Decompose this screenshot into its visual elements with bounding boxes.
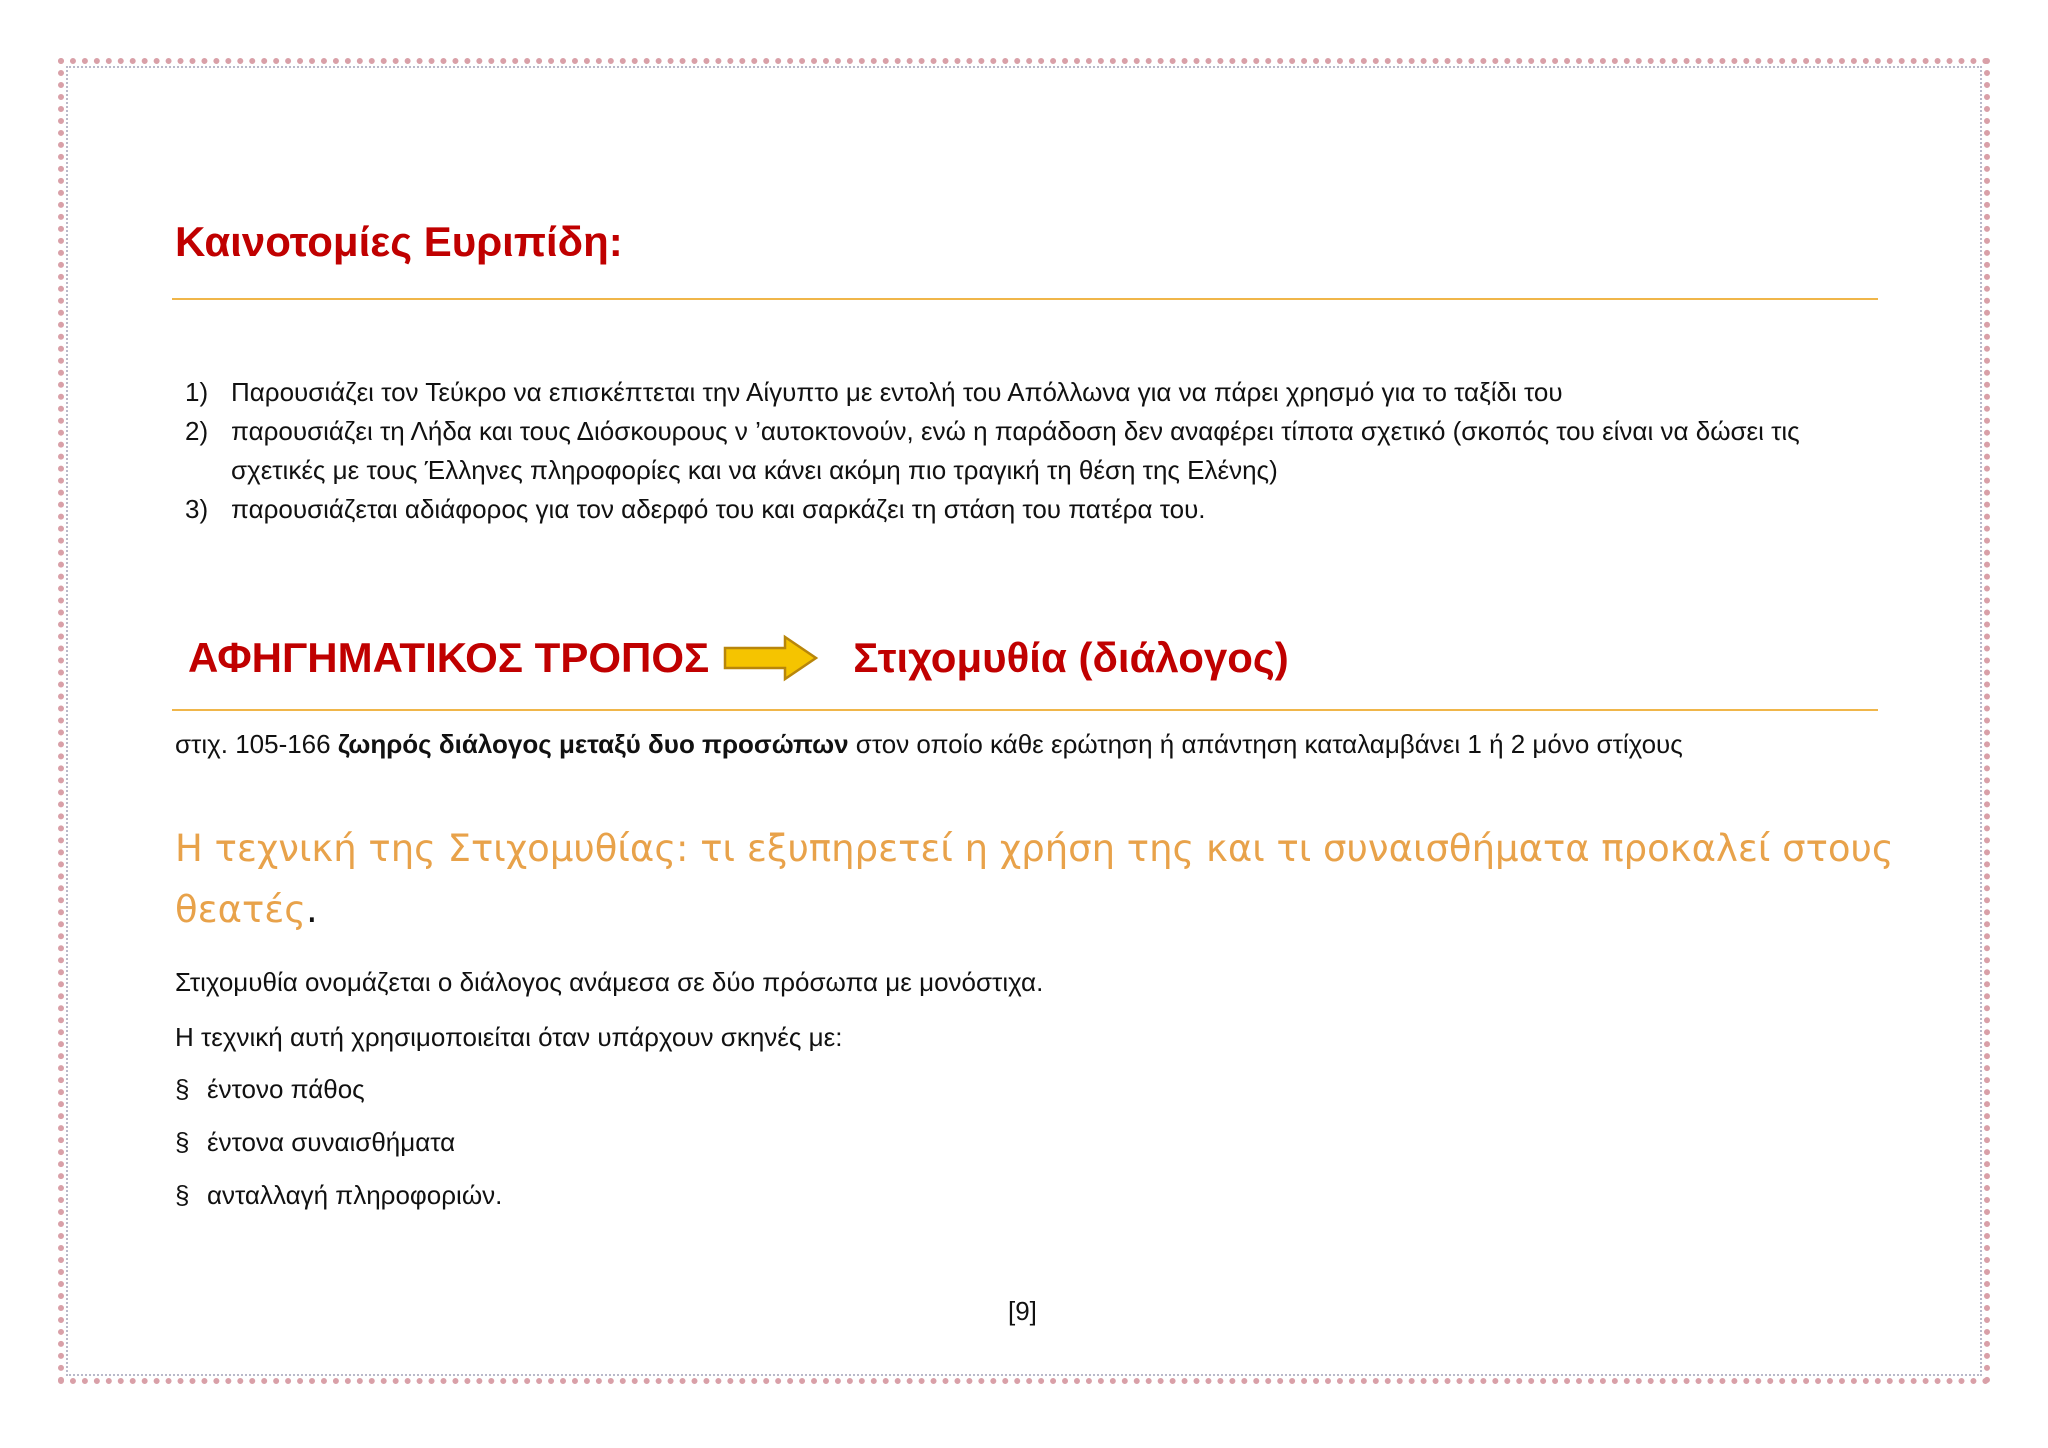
list-item-number: 1) <box>185 377 209 407</box>
list-item-number: 2) <box>185 416 209 446</box>
heading-underline <box>172 709 1878 711</box>
verse-range-prefix: στιχ. 105-166 <box>175 729 338 759</box>
list-item-text: παρουσιάζεται αδιάφορος για τον αδερφό του και σαρκάζει τη στάση του πατέρα του. <box>231 494 1206 524</box>
bullet-item <box>175 1072 365 1106</box>
bullet-item <box>175 1178 502 1212</box>
bullet-text: έντονα συναισθήματα <box>207 1127 456 1157</box>
bullet-item <box>175 1125 455 1159</box>
list-item <box>185 490 1885 529</box>
list-item <box>185 412 1885 490</box>
section-sign-icon: § <box>175 1127 190 1157</box>
list-item-text: παρουσιάζει τη Λήδα και τους Διόσκουρους ν ’αυτοκτονούν, ενώ η παράδοση δεν αναφέρει τίποτα σχετικό (σκοπός του είναι να δώσει τις σχετικές με τους Έλληνες πληροφορίες και να κάνει ακόμη πιο τραγική τη θέση της Ελένης) <box>231 416 1800 485</box>
list-item <box>185 373 1885 412</box>
bullet-text: έντονο πάθος <box>207 1074 365 1104</box>
innovations-list <box>185 373 1885 529</box>
usage-intro-text: Η τεχνική αυτή χρησιμοποιείται όταν υπάρχουν σκηνές με: <box>175 1022 843 1052</box>
definition-text: Στιχομυθία ονομάζεται ο διάλογος ανάμεσα σε δύο πρόσωπα με μονόστιχα. <box>175 967 1044 997</box>
title-underline <box>172 298 1878 300</box>
narrative-mode-label: ΑΦΗΓΗΜΑΤΙΚΟΣ ΤΡΟΠΟΣ <box>188 634 710 681</box>
verse-range-bold: ζωηρός διάλογος μεταξύ δυο προσώπων <box>337 729 849 759</box>
stichomythia-question-heading <box>175 818 1895 940</box>
list-item-number: 3) <box>185 494 209 524</box>
subheading-end-mark: . <box>306 888 318 931</box>
right-arrow-icon <box>723 634 819 682</box>
section-title-innovations: Καινοτομίες Ευριπίδη: <box>175 218 623 265</box>
verse-range-paragraph <box>175 724 1835 764</box>
subheading-text: Η τεχνική της Στιχομυθίας: τι εξυπηρετεί η χρήση της και τι συναισθήματα προκαλεί στους θεατές <box>175 827 1894 931</box>
page-number: [9] <box>1008 1296 1037 1326</box>
section-sign-icon: § <box>175 1074 190 1104</box>
section-sign-icon: § <box>175 1180 190 1210</box>
verse-range-suffix: στον οποίο κάθε ερώτηση ή απάντηση καταλαμβάνει 1 ή 2 μόνο στίχους <box>848 729 1683 759</box>
list-item-text: Παρουσιάζει τον Τεύκρο να επισκέπτεται την Αίγυπτο με εντολή του Απόλλωνα για να πάρει χρησμό για το ταξίδι του <box>231 377 1563 407</box>
narrative-mode-heading <box>188 628 1289 688</box>
bullet-text: ανταλλαγή πληροφοριών. <box>207 1180 503 1210</box>
stichomythia-label: Στιχομυθία (διάλογος) <box>853 634 1289 681</box>
